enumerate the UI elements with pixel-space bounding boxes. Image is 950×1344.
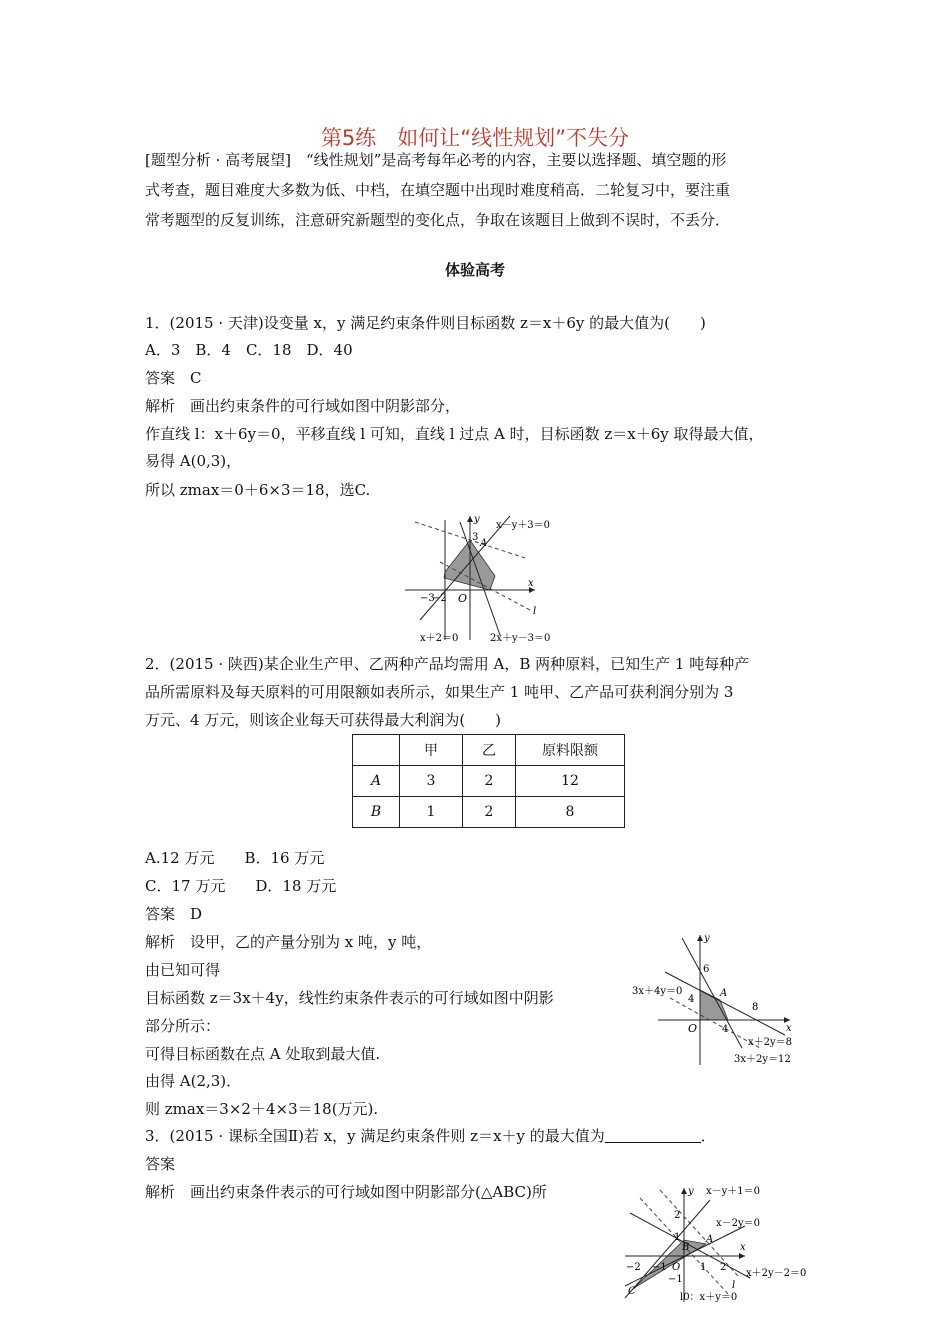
q3-stem-end: ． xyxy=(700,1127,716,1145)
q3-label-1y: 1 xyxy=(674,1232,681,1243)
q1-analysis-1: 解析 画出约束条件的可行域如图中阴影部分， xyxy=(145,397,461,415)
q2-options-2: C．17 万元 D．18 万元 xyxy=(145,877,337,895)
q2-analysis-7: 则 zmax＝3×2＋4×3＝18(万元). xyxy=(145,1100,379,1118)
q2-label-A: A xyxy=(720,988,728,999)
q2-answer: 答案 D xyxy=(145,905,203,923)
q2-analysis-4: 部分所示： xyxy=(145,1017,221,1035)
q3-label-1x: 1 xyxy=(700,1262,707,1273)
q3-stem-text: 3．(2015 · 课标全国Ⅱ)若 x，y 满足约束条件则 z＝x＋y 的最大值为 xyxy=(145,1127,605,1145)
q3-stem xyxy=(145,1126,716,1146)
q2-stem-2: 品所需原料及每天原料的可用限额如表所示，如果生产 1 吨甲、乙产品可获利润分别为 3 xyxy=(145,683,734,701)
table-cell: 2 xyxy=(463,797,516,828)
table-header-row xyxy=(353,735,625,766)
q3-label-B: B xyxy=(682,1242,690,1253)
q3-label-C: C xyxy=(628,1286,636,1297)
q3-label-l: l xyxy=(732,1280,736,1291)
intro-line-1: [题型分析 · 高考展望] “线性规划”是高考每年必考的内容，主要以选择题、填空题的形 xyxy=(145,151,727,169)
q3-label-line2: x－2y＝0 xyxy=(716,1218,761,1229)
table-cell: 12 xyxy=(516,766,625,797)
table-header-cell xyxy=(353,735,400,766)
q2-label-8: 8 xyxy=(752,1002,759,1013)
table-cell: 1 xyxy=(400,797,463,828)
q3-answer-blank xyxy=(605,1128,701,1143)
table-cell: B xyxy=(353,797,400,828)
intro-line-2: 式考查，题目难度大多数为低、中档，在填空题中出现时难度稍高．二轮复习中，要注重 xyxy=(145,181,731,199)
q1-label-l: l xyxy=(533,606,537,617)
q1-label-3: 3 xyxy=(472,532,479,543)
q3-analysis: 解析 画出约束条件表示的可行域如图中阴影部分(△ABC)所 xyxy=(145,1183,547,1201)
q1-analysis-4: 所以 zmax＝0＋6×3＝18，选C. xyxy=(145,481,371,499)
q2-stem-1: 2．(2015 · 陕西)某企业生产甲、乙两种产品均需用 A，B 两种原料，已知生产 1 吨每种产 xyxy=(145,655,750,673)
q2-analysis-2: 由已知可得 xyxy=(145,961,221,979)
q1-label-A: A xyxy=(480,538,488,549)
q3-answer: 答案 xyxy=(145,1155,176,1173)
q3-label-2x: 2 xyxy=(720,1262,727,1273)
q2-analysis-6: 由得 A(2,3)． xyxy=(145,1072,242,1090)
q2-label-4y: 4 xyxy=(688,994,695,1005)
table-row xyxy=(353,797,625,828)
q2-analysis-1: 解析 设甲，乙的产量分别为 x 吨，y 吨， xyxy=(145,933,432,951)
q3-label-A: A xyxy=(706,1234,714,1245)
intro-line-3: 常考题型的反复训练，注意研究新题型的变化点，争取在该题目上做到不误时，不丢分． xyxy=(145,211,731,229)
q3-y-arrow xyxy=(681,1188,687,1194)
q3-x-arrow xyxy=(739,1253,745,1259)
q1-y-arrow xyxy=(467,516,473,522)
table-cell: A xyxy=(353,766,400,797)
q3-label-neg1y: −1 xyxy=(668,1274,683,1285)
q3-label-x: x xyxy=(740,1242,746,1253)
section-heading: 体验高考 xyxy=(444,261,505,279)
table-header-cell: 乙 xyxy=(463,735,516,766)
table-header-cell: 甲 xyxy=(400,735,463,766)
q2-options-1: A.12 万元 B．16 万元 xyxy=(145,849,325,867)
q3-label-line3: x＋2y－2＝0 xyxy=(746,1268,807,1279)
q1-label-x: x xyxy=(528,578,534,589)
q1-answer: 答案 C xyxy=(145,369,202,387)
q2-analysis-3: 目标函数 z＝3x＋4y，线性约束条件表示的可行域如图中阴影 xyxy=(145,989,554,1007)
q3-feasible-region-figure xyxy=(620,1178,820,1304)
q2-label-line1: x＋2y＝8 xyxy=(748,1037,793,1048)
q1-label-y: y xyxy=(474,514,480,525)
q2-label-objective: 3x＋4y＝0 xyxy=(632,986,683,997)
q3-label-neg1x: −1 xyxy=(652,1262,667,1273)
q2-label-6: 6 xyxy=(703,964,710,975)
q1-label-O: O xyxy=(458,592,468,605)
q1-stem: 1．(2015 · 天津)设变量 x，y 满足约束条件则目标函数 z＝x＋6y 的最大值为( ) xyxy=(145,314,706,332)
q2-stem-3: 万元、4 万元，则该企业每天可获得最大利润为( ) xyxy=(145,711,502,729)
q3-label-O: O xyxy=(672,1262,681,1273)
q2-label-line2: 3x＋2y＝12 xyxy=(734,1054,791,1065)
q1-analysis-3: 易得 A(0,3)， xyxy=(145,452,242,470)
q1-label-neg2: −2 xyxy=(432,593,447,604)
table-cell: 3 xyxy=(400,766,463,797)
table-row xyxy=(353,766,625,797)
q2-label-O: O xyxy=(688,1022,698,1035)
q3-label-2y: 2 xyxy=(674,1210,681,1221)
page-title: 第5练 如何让“线性规划”不失分 xyxy=(320,126,630,150)
q3-label-l0: l0：x＋y＝0 xyxy=(680,1292,738,1303)
q1-label-line1: x－y＋3＝0 xyxy=(496,520,551,531)
q3-label-line1: x－y＋1＝0 xyxy=(706,1186,761,1197)
table-cell: 8 xyxy=(516,797,625,828)
q1-label-neg3: −3 xyxy=(420,593,435,604)
q2-feasible-region-figure xyxy=(630,930,810,1070)
q1-analysis-2: 作直线 l：x＋6y＝0，平移直线 l 可知，直线 l 过点 A 时，目标函数 z＝x＋6y 取得最大值， xyxy=(145,425,764,443)
q3-label-neg2: −2 xyxy=(626,1262,641,1273)
table-header-cell: 原料限额 xyxy=(516,735,625,766)
q1-feasible-region-figure xyxy=(400,510,560,645)
q2-label-x: x xyxy=(786,1023,792,1034)
q1-options: A．3 B．4 C．18 D．40 xyxy=(145,341,353,359)
q2-y-arrow xyxy=(697,935,703,941)
q2-material-table xyxy=(352,734,625,828)
q2-label-4x: 4 xyxy=(722,1024,729,1035)
table-cell: 2 xyxy=(463,766,516,797)
q1-label-line3: 2x＋y－3＝0 xyxy=(490,633,551,644)
q1-label-line2: x＋2＝0 xyxy=(420,633,459,644)
q2-analysis-5: 可得目标函数在点 A 处取到最大值. xyxy=(145,1045,381,1063)
q3-label-y: y xyxy=(688,1186,694,1197)
q2-label-y: y xyxy=(704,933,710,944)
